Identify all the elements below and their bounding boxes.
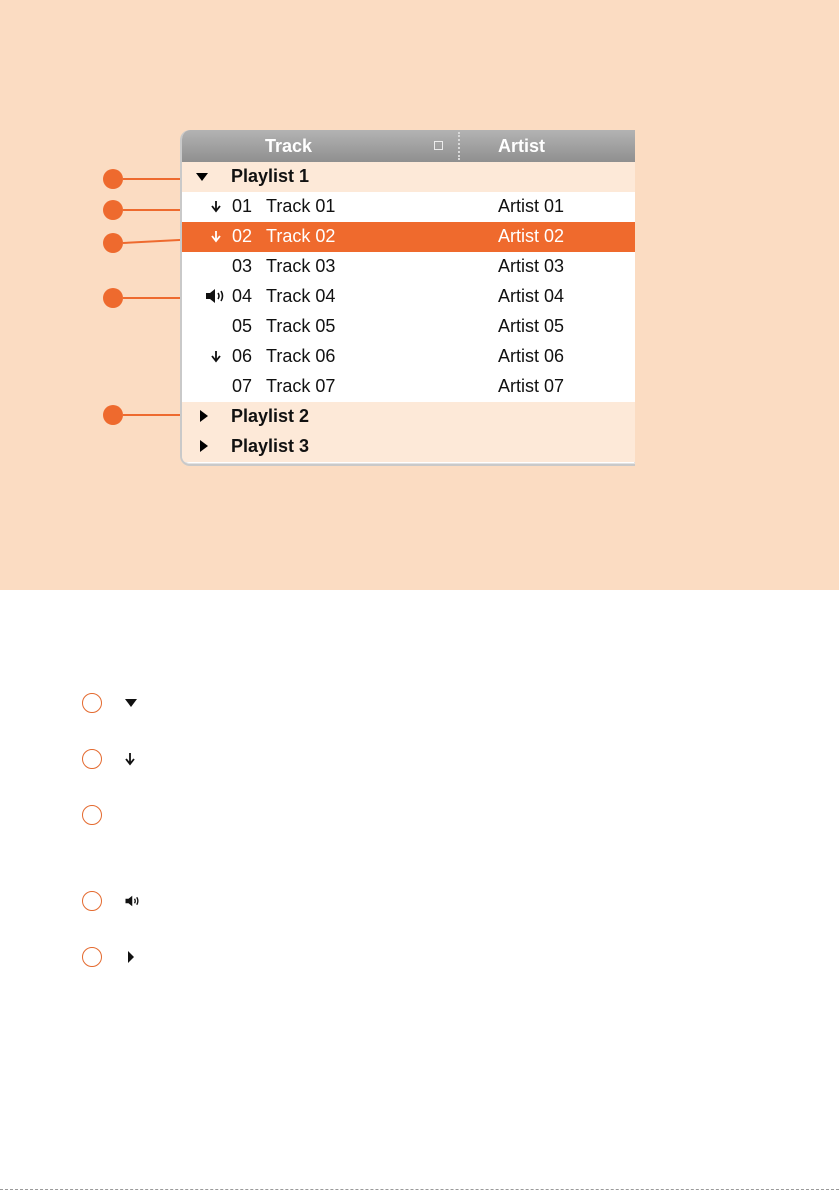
track-artist: Artist 01 (498, 196, 565, 216)
track-number: 03 (232, 256, 253, 276)
playlist-name: Playlist 3 (231, 436, 310, 456)
callout-5 (103, 405, 123, 425)
legend-marker-5 (82, 947, 102, 967)
callout-4 (103, 288, 123, 308)
track-number: 06 (232, 346, 253, 366)
track-title: Track 07 (266, 376, 336, 396)
track-artist: Artist 04 (498, 286, 565, 306)
download-arrow-icon (124, 752, 136, 766)
track-row-selected[interactable] (182, 222, 635, 252)
legend-marker-4 (82, 891, 102, 911)
callout-2 (103, 200, 123, 220)
speaker-icon (204, 287, 226, 305)
legend-marker-3 (82, 805, 102, 825)
sort-indicator-icon[interactable] (434, 141, 443, 150)
speaker-icon (124, 895, 142, 907)
track-row[interactable] (182, 342, 635, 372)
download-arrow-icon (210, 346, 222, 366)
track-row[interactable] (182, 312, 635, 342)
track-title: Track 02 (266, 226, 336, 246)
download-arrow-icon (210, 226, 222, 246)
triangle-right-icon (127, 950, 135, 964)
legend-marker-2 (82, 749, 102, 769)
column-header-artist[interactable]: Artist (498, 136, 546, 156)
track-artist: Artist 05 (498, 316, 565, 336)
track-title: Track 04 (266, 286, 336, 306)
track-title: Track 05 (266, 316, 336, 336)
track-artist: Artist 03 (498, 256, 565, 276)
playlist-row[interactable] (182, 162, 635, 192)
track-title: Track 06 (266, 346, 336, 366)
callout-1-line (123, 178, 185, 180)
track-row[interactable] (182, 282, 635, 312)
track-title: Track 03 (266, 256, 336, 276)
callout-1 (103, 169, 123, 189)
track-title: Track 01 (266, 196, 336, 216)
legend-marker-1 (82, 693, 102, 713)
track-number: 04 (232, 286, 253, 306)
track-artist: Artist 06 (498, 346, 565, 366)
triangle-right-icon[interactable] (200, 440, 208, 452)
track-row[interactable] (182, 372, 635, 402)
callout-3 (103, 233, 123, 253)
track-number: 07 (232, 376, 253, 396)
playlist-row[interactable] (182, 432, 635, 462)
column-divider[interactable] (458, 132, 460, 160)
track-number: 01 (232, 196, 253, 216)
triangle-down-icon[interactable] (196, 173, 208, 181)
track-artist: Artist 02 (498, 226, 565, 246)
column-header (182, 130, 635, 162)
column-header-track[interactable]: Track (265, 136, 313, 156)
track-row[interactable] (182, 252, 635, 282)
track-number: 05 (232, 316, 253, 336)
illustration-panel (0, 0, 839, 590)
track-list (180, 130, 635, 466)
track-row[interactable] (182, 192, 635, 222)
triangle-right-icon[interactable] (200, 410, 208, 422)
playlist-name: Playlist 1 (231, 166, 310, 186)
triangle-down-icon (124, 698, 138, 708)
playlist-name: Playlist 2 (231, 406, 310, 426)
track-number: 02 (232, 226, 253, 246)
download-arrow-icon (210, 196, 222, 216)
playlist-row[interactable] (182, 402, 635, 432)
track-artist: Artist 07 (498, 376, 565, 396)
